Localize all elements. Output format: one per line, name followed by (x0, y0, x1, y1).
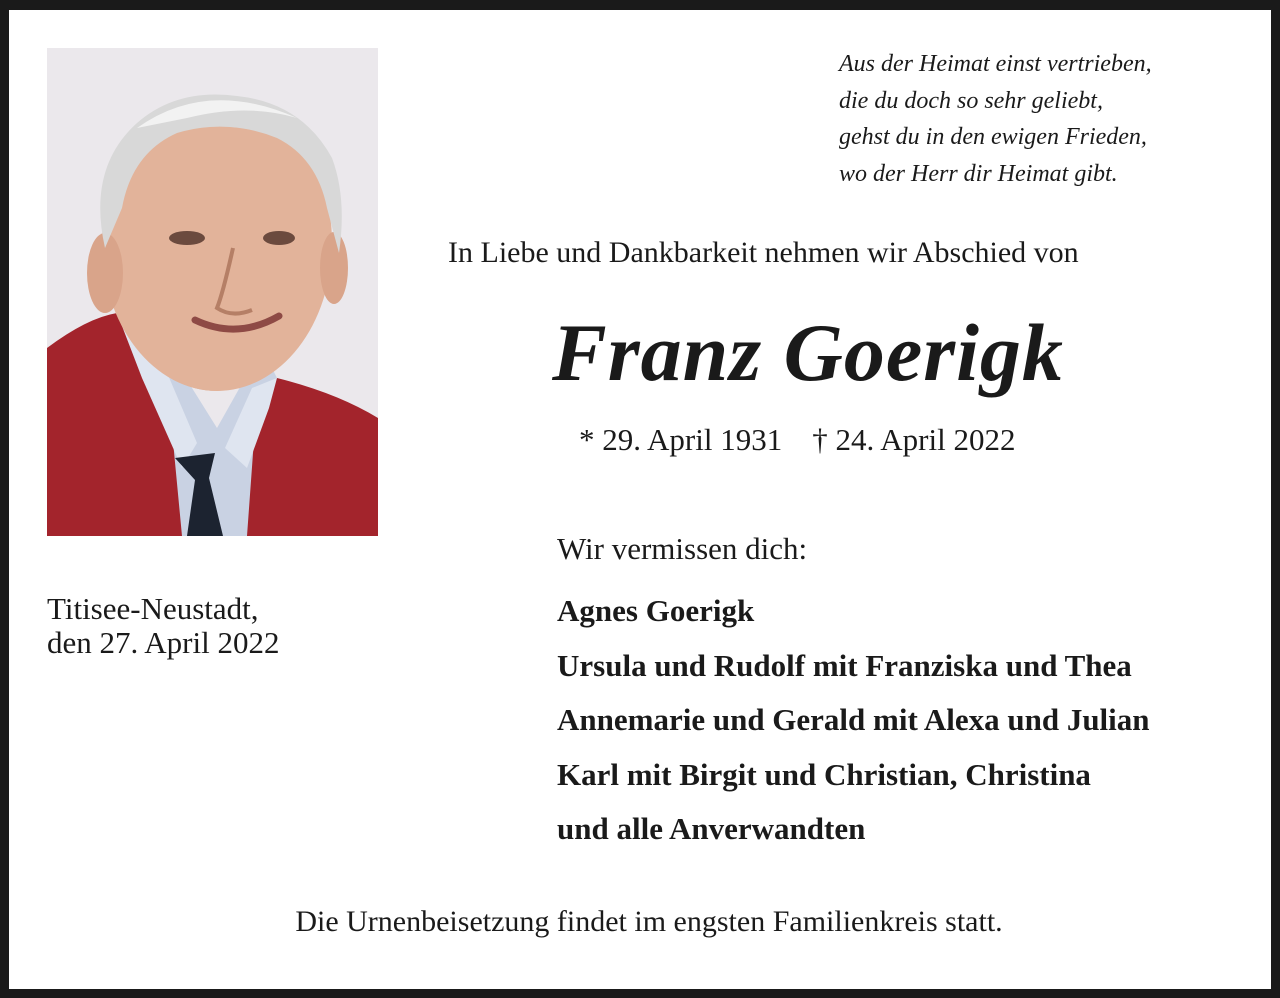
life-dates (579, 422, 1015, 458)
place-and-date (47, 592, 280, 660)
place-line: Titisee-Neustadt, (47, 591, 259, 626)
poem-line: gehst du in den ewigen Frieden, (839, 124, 1147, 150)
poem (839, 46, 1152, 192)
mourner-line: Ursula und Rudolf mit Franziska und Thea (557, 647, 1132, 683)
poem-line: wo der Herr dir Heimat gibt. (839, 160, 1118, 187)
birth-date: * 29. April 1931 (579, 422, 783, 457)
funeral-note: Die Urnenbeisetzung findet im engsten Familienkreis statt. (295, 905, 1003, 938)
poem-line: die du doch so sehr geliebt, (839, 87, 1103, 114)
date-line: den 27. April 2022 (47, 625, 280, 660)
mourner-line: Annemarie und Gerald mit Alexa und Julian (557, 702, 1150, 737)
deceased-name: Franz Goerigk (552, 307, 1064, 398)
death-date: † 24. April 2022 (812, 422, 1016, 457)
portrait-photo (47, 48, 378, 536)
mourner-line: Karl mit Birgit und Christian, Christina (557, 756, 1091, 792)
mourners-heading: Wir vermissen dich: (557, 531, 808, 566)
intro-text: In Liebe und Dankbarkeit nehmen wir Abschied von (448, 236, 1079, 269)
mourner-line: Agnes Goerigk (557, 593, 755, 628)
mourner-line: und alle Anverwandten (557, 811, 866, 846)
poem-line: Aus der Heimat einst vertrieben, (839, 51, 1152, 77)
mourners-list (557, 584, 1150, 857)
